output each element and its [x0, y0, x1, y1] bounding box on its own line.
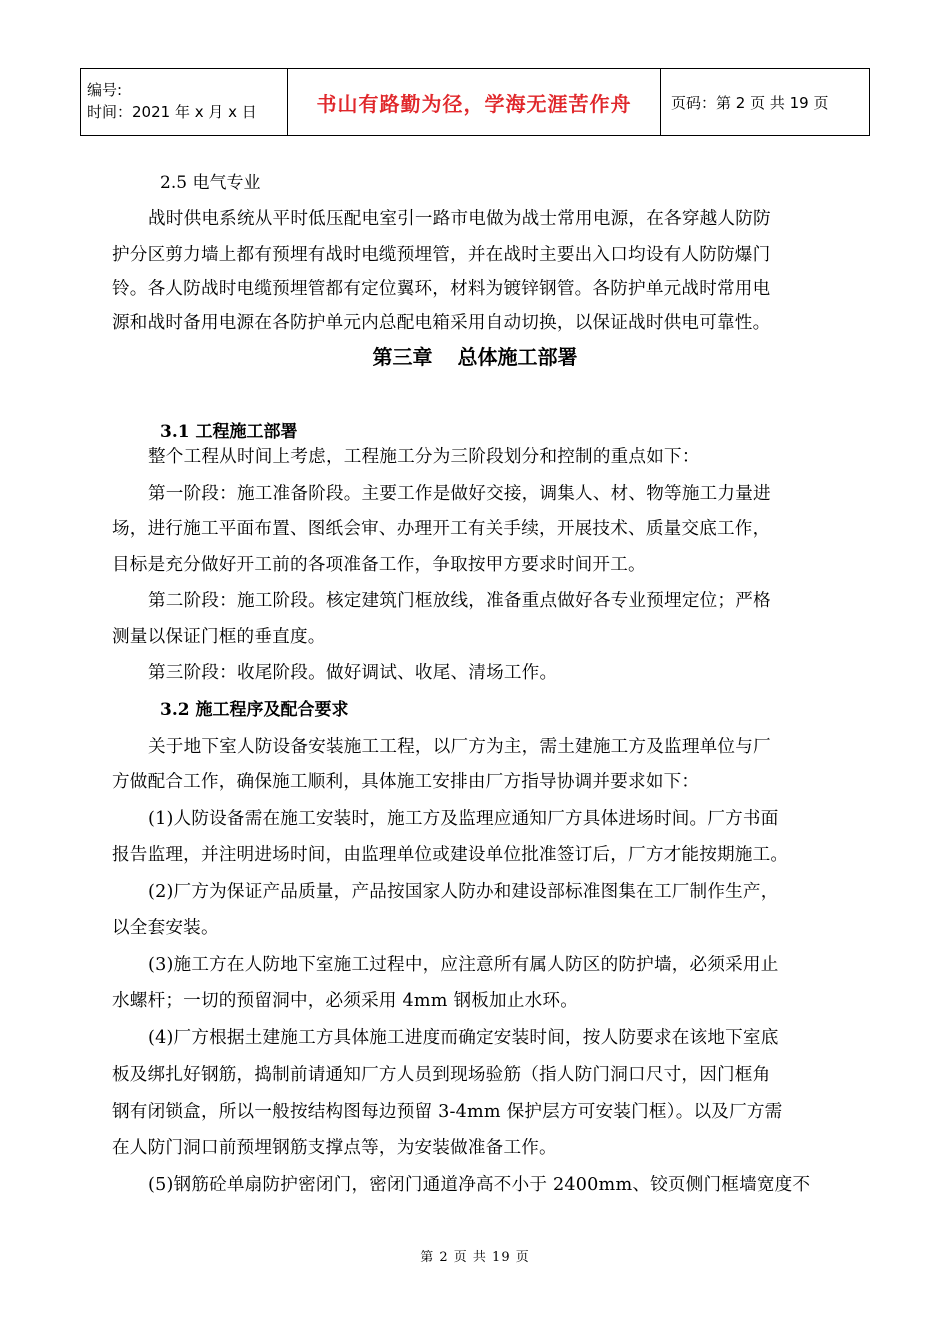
paragraph-line: 板及绑扎好钢筋，捣制前请通知厂方人员到现场验筋（指人防门洞口尺寸，因门框角 — [112, 1065, 771, 1085]
paragraph-line: 测量以保证门框的垂直度。 — [112, 627, 326, 647]
paragraph-line: (5)钢筋砼单扇防护密闭门，密闭门通道净高不小于 2400mm、铰页侧门框墙宽度不 — [148, 1175, 811, 1195]
paragraph-line: 整个工程从时间上考虑，工程施工分为三阶段划分和控制的重点如下： — [148, 447, 700, 467]
paragraph-line: 第二阶段：施工阶段。核定建筑门框放线，准备重点做好各专业预埋定位；严格 — [148, 591, 771, 611]
paragraph-line: 以全套安装。 — [112, 918, 219, 938]
paragraph-line: 第三阶段：收尾阶段。做好调试、收尾、清场工作。 — [148, 663, 558, 683]
header-page-info: 页码：第 2 页 共 19 页 — [661, 69, 870, 136]
paragraph-line: 战时供电系统从平时低压配电室引一路市电做为战士常用电源，在各穿越人防防 — [148, 209, 771, 229]
paragraph-line: (3)施工方在人防地下室施工过程中，应注意所有属人防区的防护墙，必须采用止 — [148, 955, 779, 975]
header-meta — [81, 69, 288, 136]
paragraph-line: (2)厂方为保证产品质量，产品按国家人防办和建设部标准图集在工厂制作生产， — [148, 882, 779, 902]
paragraph-line: 第一阶段：施工准备阶段。主要工作是做好交接，调集人、材、物等施工力量进 — [148, 484, 771, 504]
section-2-5-heading: 2.5 电气专业 — [160, 173, 261, 193]
paragraph-line: 关于地下室人防设备安装施工工程，以厂方为主，需土建施工方及监理单位与厂 — [148, 737, 771, 757]
paragraph-line: 水螺杆；一切的预留洞中，必须采用 4mm 钢板加止水环。 — [112, 991, 579, 1011]
paragraph-line: 在人防门洞口前预埋钢筋支撑点等，为安装做准备工作。 — [112, 1138, 557, 1158]
paragraph-line: 目标是充分做好开工前的各项准备工作，争取按甲方要求时间开工。 — [112, 555, 646, 575]
paragraph-line: 方做配合工作，确保施工顺利，具体施工安排由厂方指导协调并要求如下： — [112, 772, 700, 792]
header-motto: 书山有路勤为径，学海无涯苦作舟 — [288, 69, 661, 136]
paragraph-line: (4)厂方根据土建施工方具体施工进度而确定安装时间，按人防要求在该地下室底 — [148, 1028, 779, 1048]
paragraph-line: 钢有闭锁盒，所以一般按结构图每边预留 3-4mm 保护层方可安装门框）。以及厂方需 — [112, 1102, 783, 1122]
section-3-1-heading: 3.1 工程施工部署 — [160, 422, 298, 442]
document-number-label: 编号: — [87, 81, 123, 99]
paragraph-line: (1)人防设备需在施工安装时，施工方及监理应通知厂方具体进场时间。厂方书面 — [148, 809, 779, 829]
paragraph-line: 报告监理，并注明进场时间，由监理单位或建设单位批准签订后，厂方才能按期施工。 — [112, 845, 789, 865]
paragraph-line: 护分区剪力墙上都有预埋有战时电缆预埋管，并在战时主要出入口均设有人防防爆门 — [112, 245, 771, 265]
chapter-title: 第三章 总体施工部署 — [372, 345, 578, 369]
document-header — [80, 68, 870, 136]
paragraph-line: 源和战时备用电源在各防护单元内总配电箱采用自动切换，以保证战时供电可靠性。 — [112, 313, 771, 333]
document-date: 时间：2021 年 x 月 x 日 — [87, 103, 257, 121]
section-3-2-heading: 3.2 施工程序及配合要求 — [160, 700, 349, 720]
paragraph-line: 场，进行施工平面布置、图纸会审、办理开工有关手续，开展技术、质量交底工作， — [112, 519, 771, 539]
page-footer: 第 2 页 共 19 页 — [420, 1250, 530, 1265]
paragraph-line: 铃。各人防战时电缆预埋管都有定位翼环，材料为镀锌钢管。各防护单元战时常用电 — [112, 279, 771, 299]
